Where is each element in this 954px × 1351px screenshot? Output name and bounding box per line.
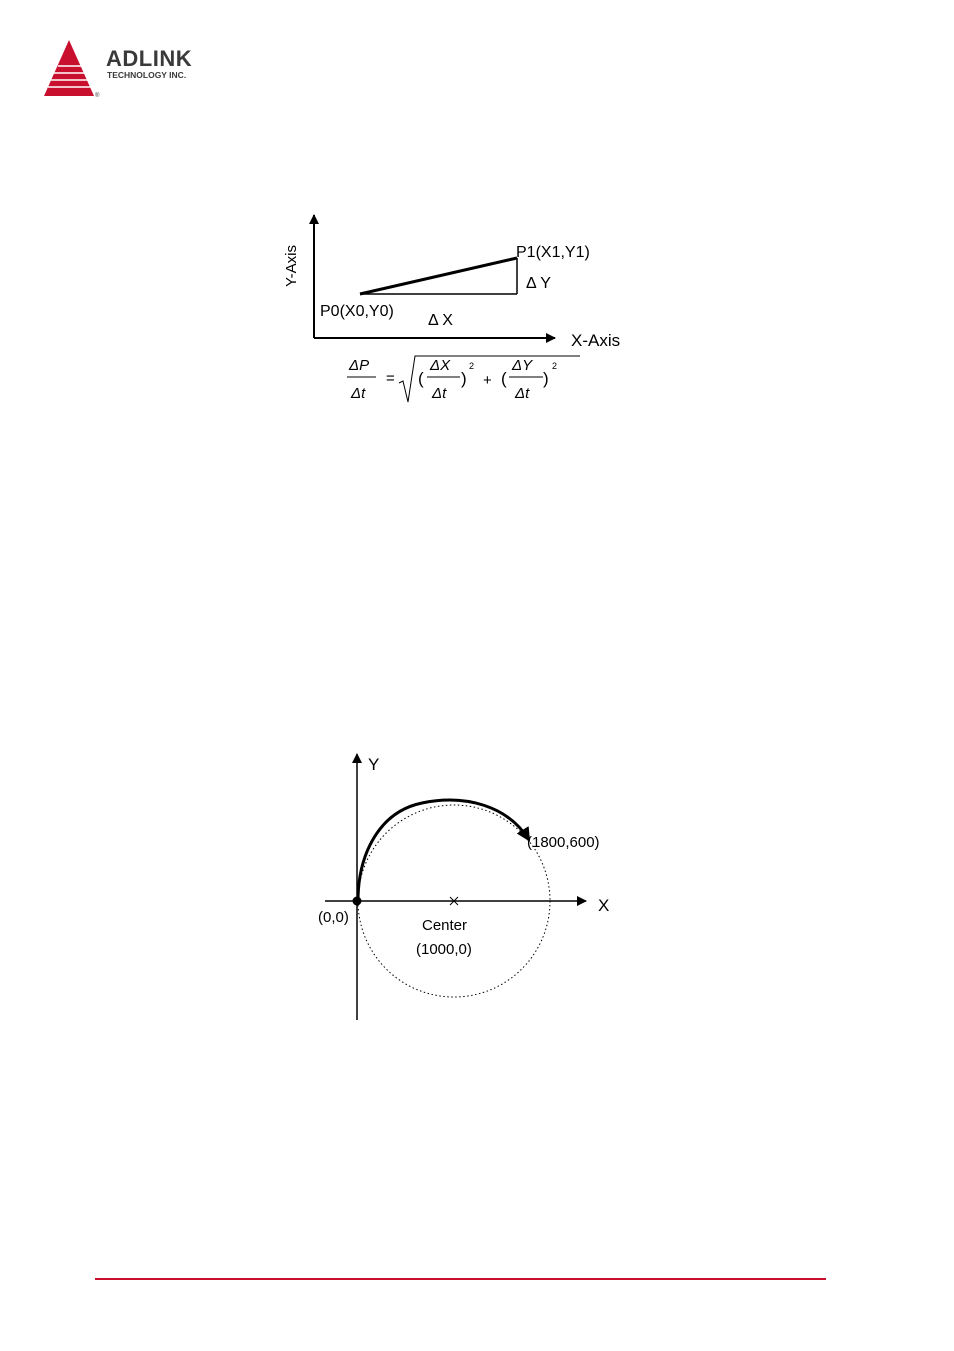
p0-label: P0(X0,Y0) <box>320 303 394 320</box>
term2-numerator: ΔY <box>512 357 533 374</box>
term1-lparen: ( <box>418 369 424 388</box>
equals-sign: = <box>386 370 395 387</box>
dx-label: Δ X <box>428 312 453 329</box>
term1-rparen: ) <box>461 369 467 388</box>
term2-rparen: ) <box>543 369 549 388</box>
path-line <box>360 258 517 294</box>
circular-interpolation-figure <box>300 748 630 1028</box>
center-label: Center <box>422 917 468 934</box>
logo-registered-mark: ® <box>95 93 100 98</box>
linear-interpolation-figure <box>270 205 640 410</box>
arc-path <box>358 800 529 901</box>
dy-label: Δ Y <box>526 275 551 292</box>
term1-exponent: 2 <box>469 361 475 371</box>
velocity-formula <box>347 356 580 402</box>
term2-exponent: 2 <box>552 361 558 371</box>
lhs-numerator: ΔP <box>349 357 370 374</box>
plus-sign: + <box>483 372 492 389</box>
logo-subtitle: TECHNOLOGY INC. <box>107 70 187 80</box>
logo-triangle-icon <box>44 40 94 96</box>
x-axis-label: X <box>598 896 610 915</box>
center-coord-label: (1000,0) <box>416 941 472 958</box>
y-axis-label: Y <box>368 755 380 774</box>
p1-label: P1(X1,Y1) <box>516 244 590 261</box>
adlink-logo <box>40 36 240 98</box>
logo-name: ADLINK <box>106 46 193 71</box>
y-axis-label: Y-Axis <box>283 245 300 287</box>
origin-label: (0,0) <box>318 909 349 926</box>
term2-denominator: Δt <box>515 385 530 402</box>
term2-lparen: ( <box>501 369 507 388</box>
term1-denominator: Δt <box>432 385 447 402</box>
lhs-denominator: Δt <box>351 385 366 402</box>
footer-rule <box>95 1278 826 1280</box>
origin-dot <box>353 897 362 906</box>
end-point-label: (1800,600) <box>527 834 600 851</box>
term1-numerator: ΔX <box>430 357 451 374</box>
x-axis-label: X-Axis <box>571 331 621 350</box>
